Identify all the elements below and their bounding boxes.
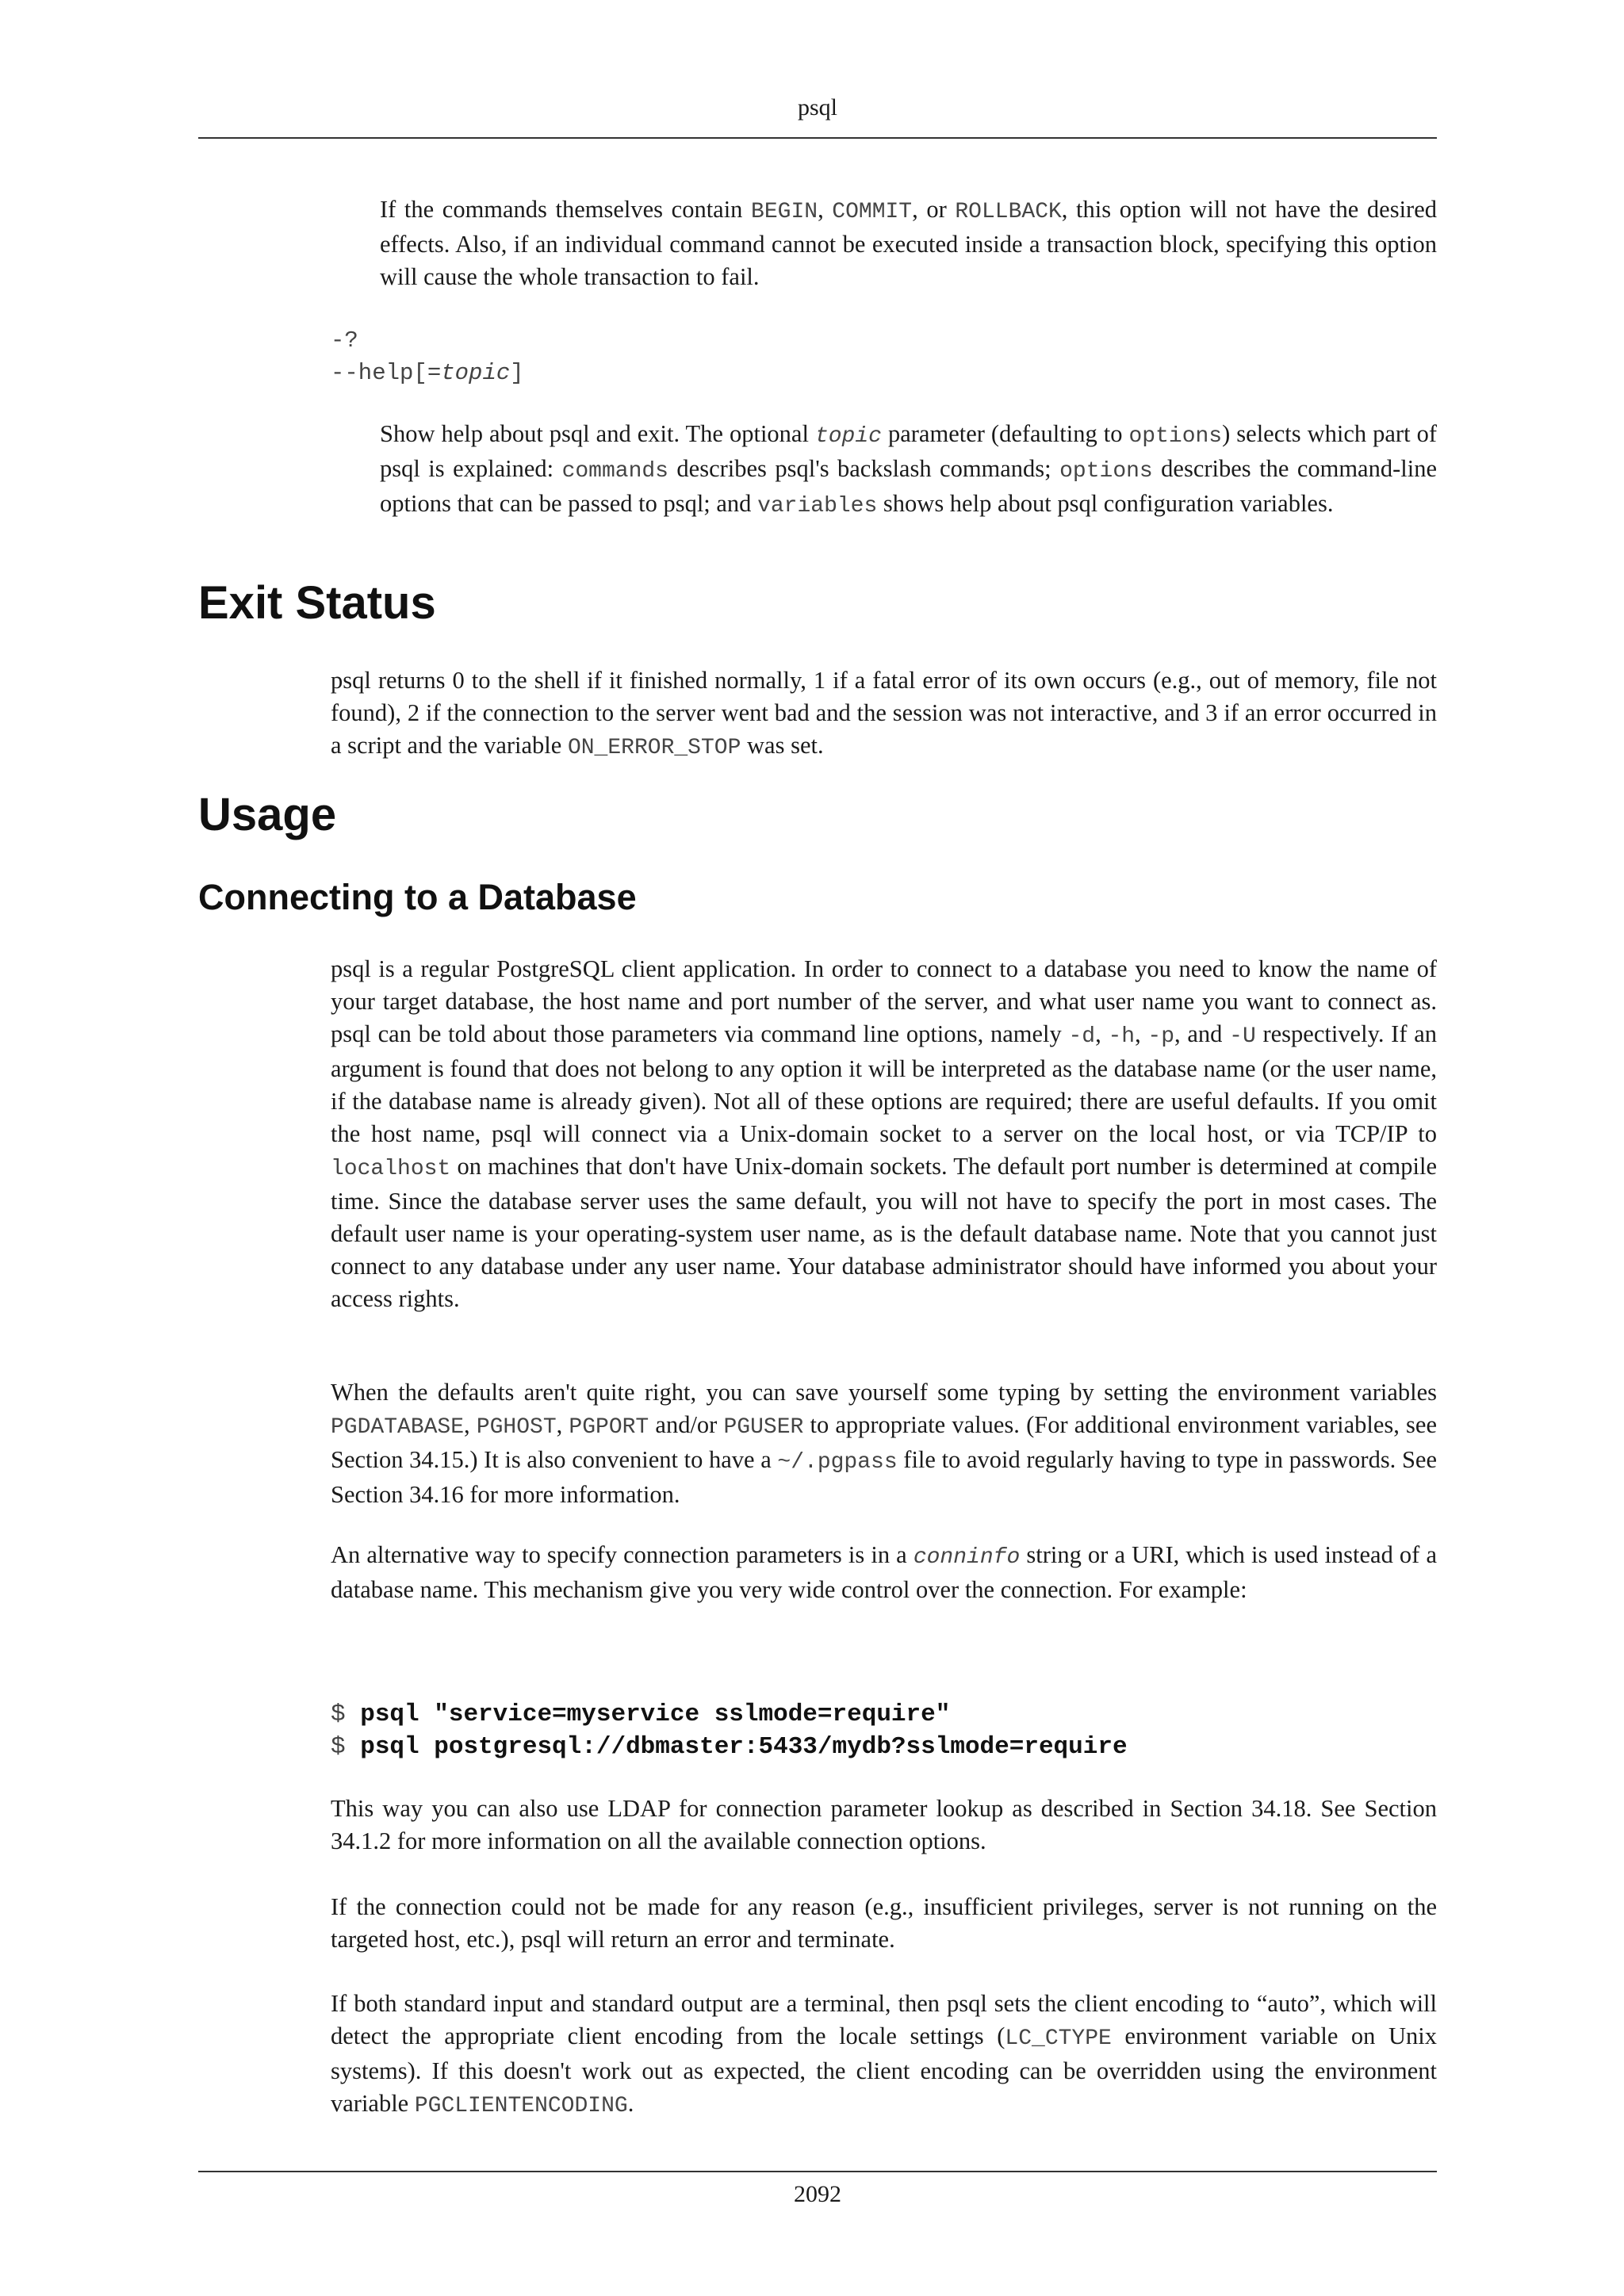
single-transaction-note: If the commands themselves contain BEGIN, COMMIT, or ROLLBACK, this option will not have the desired effects. Also, if an individual command cannot be executed inside a transaction block, specifying this option will cause the whole transaction to fail. [380, 196, 1437, 290]
code-begin: BEGIN [751, 200, 818, 224]
code-example-line-2: $ psql postgresql://dbmaster:5433/mydb?sslmode=require [331, 1733, 1128, 1761]
code-commit: COMMIT [832, 200, 913, 224]
help-topic-param: topic [441, 360, 511, 386]
client-encoding-paragraph: If both standard input and standard output are a terminal, then psql sets the client encoding to “auto”, which will detect the appropriate client encoding from the locale settings (LC_CTYPE environment variable on Unix systems). If this doesn't work out as expected, the client encoding can be overridden using the environment variable PGCLIENTENCODING. [331, 1990, 1438, 2118]
help-option-description: Show help about psql and exit. The optional topic parameter (defaulting to options) selects which part of psql is explained: commands describes psql's backslash commands; options describes the command-line options that can be passed to psql; and variables shows help about psql configuration variables. [380, 420, 1437, 519]
connecting-paragraph: psql is a regular PostgreSQL client application. In order to connect to a database you need to know the name of your target database, the host name and port number of the server, and what user name you want to connect as. psql can be told about those parameters via command line options, namely -d, -h, -p, and -U respectively. If an argument is found that does not belong to any option it will be interpreted as the database name (or the user name, if the database name is already given). Not all of these options are required; there are useful defaults. If you omit the host name, psql will connect via a Unix-domain socket to a server on the local host, or via TCP/IP to localhost on machines that don't have Unix-domain sockets. The default port number is determined at compile time. Since the database server uses the same default, you will not have to specify the port in most cases. The default user name is your operating-system user name, as is the default database name. Note that you cannot just connect to any database under any user name. Your database administrator should have informed you about your access rights. [331, 955, 1438, 1312]
running-header: psql [797, 94, 837, 121]
heading-usage: Usage [198, 789, 337, 840]
page-number: 2092 [794, 2181, 841, 2207]
exit-status-paragraph: psql returns 0 to the shell if it finished normally, 1 if a fatal error of its own occurs (e.g., out of memory, file not found), 2 if the connection to the server went bad and the session was not interactive, and 3 if an error occurred in a script and the variable ON_ERROR_STOP was set. [331, 667, 1437, 760]
header-rule [198, 137, 1437, 139]
connection-error-paragraph: If the connection could not be made for any reason (e.g., insufficient privileges, server is not running on the targeted host, etc.), psql will return an error and terminate. [331, 1893, 1437, 1953]
footer-rule [198, 2171, 1437, 2172]
ldap-paragraph: This way you can also use LDAP for connection parameter lookup as described in Section 34.18. See Section 34.1.2 for more information on all the available connection options. [331, 1795, 1437, 1854]
code-example-line-1: $ psql "service=myservice sslmode=require" [331, 1701, 951, 1728]
conninfo-paragraph: An alternative way to specify connection parameters is in a conninfo string or a URI, which is used instead of a database name. This mechanism give you very wide control over the connection. For example: [331, 1541, 1437, 1603]
heading-connecting-to-database: Connecting to a Database [198, 877, 637, 917]
environment-variables-paragraph: When the defaults aren't quite right, you can save yourself some typing by setting the environment variables PGDATABASE, PGHOST, PGPORT and/or PGUSER to appropriate values. (For additional environment variables, see Section 34.15.) It is also convenient to have a ~/.pgpass file to avoid regularly having to type in passwords. See Section 34.16 for more information. [331, 1379, 1437, 1508]
code-rollback: ROLLBACK [955, 200, 1062, 224]
help-option-short: -? [331, 327, 358, 354]
help-option-long: --help[=topic] [331, 360, 524, 386]
heading-exit-status: Exit Status [198, 577, 436, 629]
